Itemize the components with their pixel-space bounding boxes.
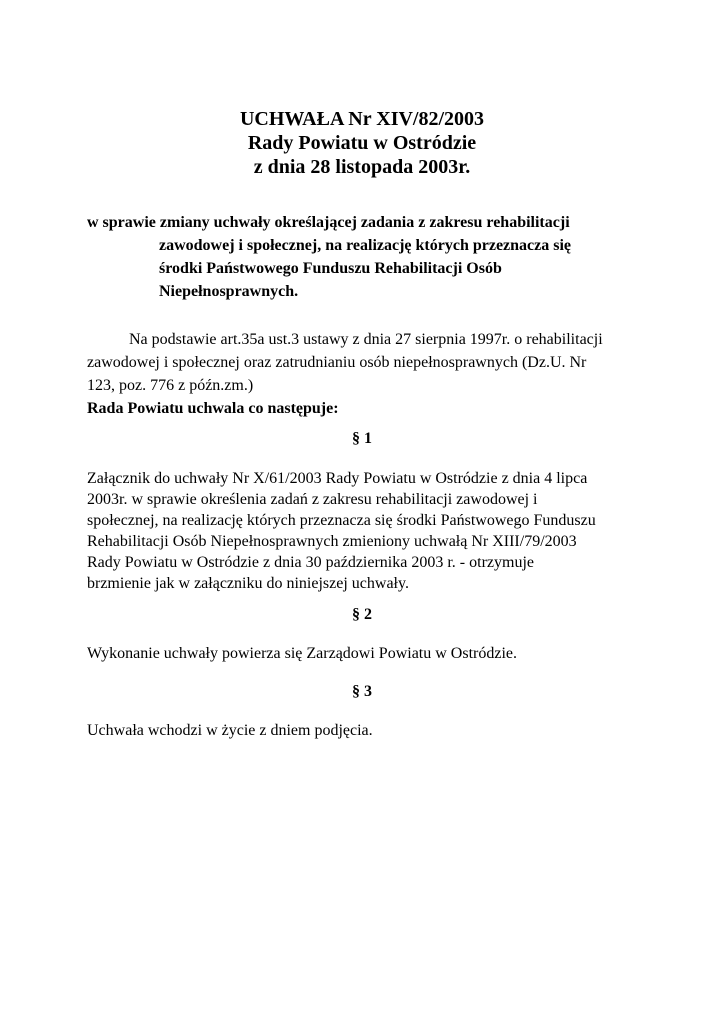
basis-line-1: Na podstawie art.35a ust.3 ustawy z dnia 27 sierpnia 1997r. o rehabilitacji	[129, 331, 603, 348]
title-line-number: UCHWAŁA Nr XIV/82/2003	[239, 108, 485, 130]
basis-line-2: zawodowej i społecznej oraz zatrudnianiu osób niepełnosprawnych (Dz.U. Nr	[87, 354, 587, 371]
title-line-date: z dnia 28 listopada 2003r.	[253, 156, 471, 178]
basis-line-3: 123, poz. 776 z późn.zm.)	[87, 377, 254, 394]
section-1-text	[87, 468, 667, 594]
section-3-text	[87, 720, 667, 741]
subject-line-1: w sprawie zmiany uchwały określającej zadania z zakresu rehabilitacji	[87, 214, 570, 231]
section-1-line: Rehabilitacji Osób Niepełnosprawnych zmieniony uchwałą Nr XIII/79/2003	[87, 533, 577, 550]
section-1-line: Załącznik do uchwały Nr X/61/2003 Rady Powiatu w Ostródzie z dnia 4 lipca	[87, 470, 588, 487]
subject-line-4: Niepełnosprawnych.	[159, 283, 299, 300]
section-1-line: społecznej, na realizację których przeznacza się środki Państwowego Funduszu	[87, 512, 596, 529]
resolution-subject	[87, 211, 647, 303]
section-2-line: Wykonanie uchwały powierza się Zarządowi Powiatu w Ostródzie.	[87, 645, 518, 662]
section-1-mark: § 1	[352, 430, 372, 447]
section-1-line: brzmienie jak w załączniku do niniejszej uchwały.	[87, 575, 409, 592]
subject-line-3: środki Państwowego Funduszu Rehabilitacji Osób	[159, 260, 502, 277]
section-3-line: Uchwała wchodzi w życie z dniem podjęcia.	[87, 722, 373, 739]
legal-basis	[87, 328, 647, 420]
section-1-line: Rady Powiatu w Ostródzie z dnia 30 października 2003 r. - otrzymuje	[87, 554, 534, 571]
title-line-council: Rady Powiatu w Ostródzie	[247, 132, 477, 154]
resolution-title	[0, 107, 724, 179]
section-1-line: 2003r. w sprawie określenia zadań z zakresu rehabilitacji zawodowej i	[87, 491, 538, 508]
resolves-statement: Rada Powiatu uchwala co następuje:	[87, 400, 339, 417]
subject-line-2: zawodowej i społecznej, na realizację których przeznacza się	[159, 237, 572, 254]
section-2-text	[87, 643, 667, 664]
section-3-mark: § 3	[352, 683, 372, 700]
section-2-mark: § 2	[352, 606, 372, 623]
